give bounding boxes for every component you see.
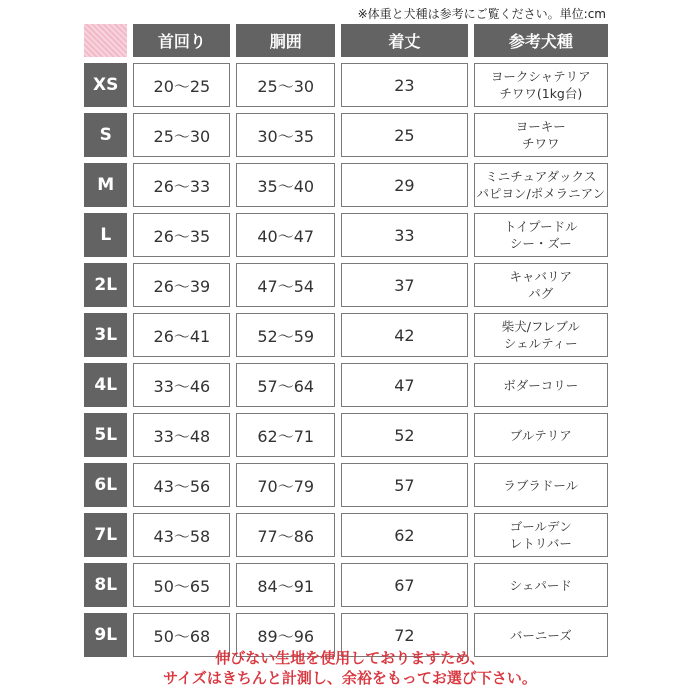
header-chest: 胴囲 [236, 24, 335, 57]
breed-line-2: シー・ズー [509, 236, 572, 251]
size-label: L [84, 213, 127, 257]
breed-line-1: ヨーキー [515, 119, 566, 134]
breed-cell [474, 513, 608, 557]
footer-line-2: サイズはきちんと計測し、余裕をもってお選び下さい。 [163, 669, 537, 687]
table-body [84, 63, 608, 657]
breed-cell [474, 463, 608, 507]
breed-cell [474, 563, 608, 607]
header-neck: 首回り [133, 24, 230, 57]
breed-line-2: シェルティー [503, 336, 578, 351]
size-label: 4L [84, 363, 127, 407]
breed-line-2: レトリバー [509, 536, 572, 551]
breed-line-2: パグ [528, 286, 554, 301]
size-label: 3L [84, 313, 127, 357]
table-row [84, 513, 608, 557]
length-cell: 47 [341, 363, 467, 407]
length-cell: 67 [341, 563, 467, 607]
breed-line-1: バーニーズ [509, 627, 572, 643]
chest-cell: 40〜47 [236, 213, 335, 257]
length-cell: 25 [341, 113, 467, 157]
neck-cell: 26〜33 [133, 163, 230, 207]
size-label: 9L [84, 613, 127, 657]
size-label: XS [84, 63, 127, 107]
table-row [84, 363, 608, 407]
length-cell: 62 [341, 513, 467, 557]
length-cell: 72 [341, 613, 467, 657]
chest-cell: 52〜59 [236, 313, 335, 357]
size-label: S [84, 113, 127, 157]
footer-notice [0, 648, 700, 688]
neck-cell: 26〜41 [133, 313, 230, 357]
breed-cell [474, 213, 608, 257]
breed-line-2: チワワ [522, 136, 560, 151]
breed-line-1: キャバリア [509, 269, 573, 284]
neck-cell: 50〜65 [133, 563, 230, 607]
breed-cell [474, 163, 608, 207]
size-chart-table [84, 24, 608, 663]
size-label: 5L [84, 413, 127, 457]
corner-swatch [84, 24, 127, 57]
neck-cell: 26〜35 [133, 213, 230, 257]
size-label: 7L [84, 513, 127, 557]
breed-line-1: 柴犬/フレブル [501, 319, 580, 334]
length-cell: 57 [341, 463, 467, 507]
table-row [84, 213, 608, 257]
table-row [84, 163, 608, 207]
table-row [84, 313, 608, 357]
neck-cell: 43〜58 [133, 513, 230, 557]
breed-cell [474, 263, 608, 307]
header-breed: 参考犬種 [474, 24, 608, 57]
chest-cell: 30〜35 [236, 113, 335, 157]
breed-line-2: パピヨン/ポメラニアン [476, 186, 606, 201]
table-row [84, 63, 608, 107]
neck-cell: 50〜68 [133, 613, 230, 657]
table-row [84, 413, 608, 457]
size-label: 2L [84, 263, 127, 307]
length-cell: 52 [341, 413, 467, 457]
chest-cell: 70〜79 [236, 463, 335, 507]
breed-line-1: トイプードル [503, 219, 578, 234]
chest-cell: 57〜64 [236, 363, 335, 407]
breed-line-1: ラブラドール [503, 477, 579, 493]
length-cell: 37 [341, 263, 467, 307]
unit-note: ※体重と犬種は参考にご覧ください。単位:cm [357, 7, 606, 21]
chest-cell: 77〜86 [236, 513, 335, 557]
header-length: 着丈 [341, 24, 467, 57]
breed-line-1: ボダーコリー [503, 377, 579, 393]
chest-cell: 84〜91 [236, 563, 335, 607]
chest-cell: 89〜96 [236, 613, 335, 657]
neck-cell: 26〜39 [133, 263, 230, 307]
size-label: M [84, 163, 127, 207]
neck-cell: 20〜25 [133, 63, 230, 107]
footer-line-1: 伸びない生地を使用しておりますため、 [215, 649, 485, 667]
chest-cell: 25〜30 [236, 63, 335, 107]
table-row [84, 263, 608, 307]
neck-cell: 43〜56 [133, 463, 230, 507]
breed-line-2: チワワ(1kg台) [499, 86, 583, 101]
header-row [84, 24, 608, 57]
neck-cell: 33〜48 [133, 413, 230, 457]
breed-cell [474, 313, 608, 357]
neck-cell: 25〜30 [133, 113, 230, 157]
breed-cell [474, 363, 608, 407]
size-label: 6L [84, 463, 127, 507]
length-cell: 42 [341, 313, 467, 357]
length-cell: 23 [341, 63, 467, 107]
breed-line-1: シェパード [509, 577, 572, 593]
table-row [84, 463, 608, 507]
breed-line-1: ブルテリア [509, 427, 572, 443]
chest-cell: 47〜54 [236, 263, 335, 307]
length-cell: 29 [341, 163, 467, 207]
size-label: 8L [84, 563, 127, 607]
table-row [84, 113, 608, 157]
chest-cell: 62〜71 [236, 413, 335, 457]
table-row [84, 563, 608, 607]
breed-line-1: ミニチュアダックス [485, 169, 597, 184]
breed-cell [474, 113, 608, 157]
breed-cell [474, 413, 608, 457]
breed-line-1: ゴールデン [509, 519, 572, 534]
neck-cell: 33〜46 [133, 363, 230, 407]
breed-cell [474, 63, 608, 107]
chest-cell: 35〜40 [236, 163, 335, 207]
breed-line-1: ヨークシャテリア [490, 69, 591, 84]
length-cell: 33 [341, 213, 467, 257]
